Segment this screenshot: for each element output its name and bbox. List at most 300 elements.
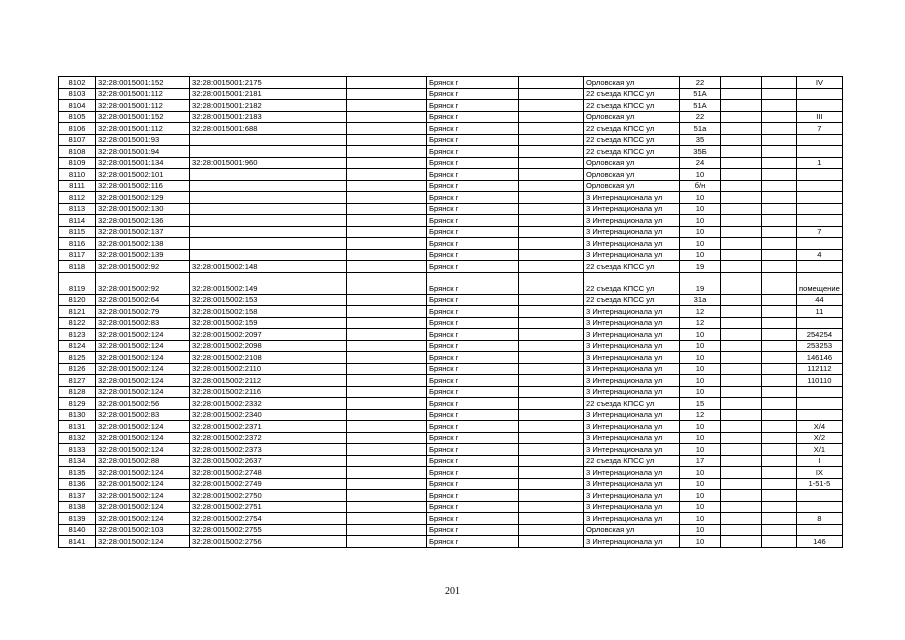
structure-cell	[762, 490, 797, 502]
cadastral-block-cell: 32:28:0015001:152	[96, 111, 190, 123]
row-number-cell: 8110	[59, 169, 96, 181]
region-cell	[347, 134, 427, 146]
house-cell: 10	[680, 432, 721, 444]
cadastral-number-cell: 32:28:0015002:2340	[190, 409, 347, 421]
cadastral-block-cell: 32:28:0015002:136	[96, 215, 190, 227]
settlement-cell	[519, 375, 584, 387]
table-row	[59, 513, 843, 525]
region-cell	[347, 317, 427, 329]
street-cell: 3 Интернационала ул	[584, 203, 680, 215]
row-number-cell: 8124	[59, 340, 96, 352]
street-cell: 22 съезда КПСС ул	[584, 272, 680, 294]
region-cell	[347, 272, 427, 294]
row-number-cell: 8126	[59, 363, 96, 375]
region-cell	[347, 215, 427, 227]
city-cell: Брянск г	[427, 398, 519, 410]
row-number-cell: 8105	[59, 111, 96, 123]
structure-cell	[762, 478, 797, 490]
structure-cell	[762, 238, 797, 250]
premises-cell	[797, 501, 843, 513]
cadastral-number-cell	[190, 203, 347, 215]
table-row	[59, 352, 843, 364]
premises-cell: 1	[797, 157, 843, 169]
row-number-cell: 8141	[59, 536, 96, 548]
table-row	[59, 272, 843, 294]
row-number-cell: 8108	[59, 146, 96, 158]
structure-cell	[762, 409, 797, 421]
structure-cell	[762, 432, 797, 444]
structure-cell	[762, 111, 797, 123]
settlement-cell	[519, 123, 584, 135]
building-cell	[721, 317, 762, 329]
building-cell	[721, 134, 762, 146]
building-cell	[721, 363, 762, 375]
region-cell	[347, 409, 427, 421]
structure-cell	[762, 340, 797, 352]
table-row	[59, 169, 843, 181]
building-cell	[721, 169, 762, 181]
house-cell: 10	[680, 536, 721, 548]
building-cell	[721, 490, 762, 502]
cadastral-number-cell	[190, 215, 347, 227]
city-cell: Брянск г	[427, 157, 519, 169]
cadastral-number-cell	[190, 192, 347, 204]
settlement-cell	[519, 180, 584, 192]
row-number-cell: 8131	[59, 421, 96, 433]
row-number-cell: 8139	[59, 513, 96, 525]
street-cell: 22 съезда КПСС ул	[584, 455, 680, 467]
street-cell: Орловская ул	[584, 77, 680, 89]
street-cell: 3 Интернационала ул	[584, 340, 680, 352]
region-cell	[347, 249, 427, 261]
cadastral-number-cell: 32:28:0015001:2182	[190, 100, 347, 112]
table-row	[59, 386, 843, 398]
building-cell	[721, 215, 762, 227]
building-cell	[721, 352, 762, 364]
structure-cell	[762, 261, 797, 273]
building-cell	[721, 111, 762, 123]
city-cell: Брянск г	[427, 375, 519, 387]
cadastral-number-cell: 32:28:0015002:2637	[190, 455, 347, 467]
premises-cell: X/2	[797, 432, 843, 444]
row-number-cell: 8120	[59, 294, 96, 306]
building-cell	[721, 467, 762, 479]
settlement-cell	[519, 455, 584, 467]
cadastral-block-cell: 32:28:0015002:138	[96, 238, 190, 250]
premises-cell: 7	[797, 226, 843, 238]
street-cell: 22 съезда КПСС ул	[584, 123, 680, 135]
street-cell: 22 съезда КПСС ул	[584, 88, 680, 100]
structure-cell	[762, 249, 797, 261]
cadastral-block-cell: 32:28:0015001:94	[96, 146, 190, 158]
house-cell: 24	[680, 157, 721, 169]
settlement-cell	[519, 340, 584, 352]
premises-cell: 1-51-5	[797, 478, 843, 490]
table-row	[59, 77, 843, 89]
street-cell: 3 Интернационала ул	[584, 363, 680, 375]
region-cell	[347, 444, 427, 456]
cadastral-number-cell: 32:28:0015001:2183	[190, 111, 347, 123]
row-number-cell: 8117	[59, 249, 96, 261]
house-cell: 10	[680, 226, 721, 238]
house-cell: 10	[680, 169, 721, 181]
settlement-cell	[519, 306, 584, 318]
premises-cell	[797, 386, 843, 398]
premises-cell: IX	[797, 467, 843, 479]
building-cell	[721, 306, 762, 318]
cadastral-block-cell: 32:28:0015002:124	[96, 536, 190, 548]
cadastral-block-cell: 32:28:0015002:124	[96, 363, 190, 375]
house-cell: 35Б	[680, 146, 721, 158]
street-cell: Орловская ул	[584, 524, 680, 536]
house-cell: 10	[680, 513, 721, 525]
city-cell: Брянск г	[427, 180, 519, 192]
region-cell	[347, 524, 427, 536]
street-cell: 22 съезда КПСС ул	[584, 261, 680, 273]
cadastral-block-cell: 32:28:0015001:112	[96, 88, 190, 100]
premises-cell: 110110	[797, 375, 843, 387]
house-cell: 12	[680, 317, 721, 329]
cadastral-block-cell: 32:28:0015002:124	[96, 386, 190, 398]
premises-cell	[797, 215, 843, 227]
cadastral-block-cell: 32:28:0015002:124	[96, 467, 190, 479]
city-cell: Брянск г	[427, 88, 519, 100]
building-cell	[721, 272, 762, 294]
table-row	[59, 398, 843, 410]
premises-cell: X/4	[797, 421, 843, 433]
cadastral-block-cell: 32:28:0015002:124	[96, 478, 190, 490]
premises-cell: 7	[797, 123, 843, 135]
settlement-cell	[519, 146, 584, 158]
row-number-cell: 8132	[59, 432, 96, 444]
city-cell: Брянск г	[427, 215, 519, 227]
cadastral-number-cell: 32:28:0015002:2097	[190, 329, 347, 341]
city-cell: Брянск г	[427, 123, 519, 135]
street-cell: 3 Интернационала ул	[584, 249, 680, 261]
region-cell	[347, 467, 427, 479]
premises-cell: III	[797, 111, 843, 123]
table-row	[59, 444, 843, 456]
settlement-cell	[519, 501, 584, 513]
city-cell: Брянск г	[427, 272, 519, 294]
structure-cell	[762, 157, 797, 169]
table-row	[59, 432, 843, 444]
table-row	[59, 100, 843, 112]
street-cell: 3 Интернационала ул	[584, 238, 680, 250]
house-cell: 10	[680, 421, 721, 433]
table-row	[59, 455, 843, 467]
building-cell	[721, 478, 762, 490]
registry-table	[58, 76, 843, 548]
structure-cell	[762, 306, 797, 318]
house-cell: 10	[680, 329, 721, 341]
city-cell: Брянск г	[427, 478, 519, 490]
structure-cell	[762, 536, 797, 548]
cadastral-number-cell: 32:28:0015002:2756	[190, 536, 347, 548]
house-cell: 51а	[680, 123, 721, 135]
house-cell: 10	[680, 478, 721, 490]
cadastral-block-cell: 32:28:0015002:56	[96, 398, 190, 410]
row-number-cell: 8138	[59, 501, 96, 513]
cadastral-number-cell: 32:28:0015002:2110	[190, 363, 347, 375]
city-cell: Брянск г	[427, 329, 519, 341]
settlement-cell	[519, 467, 584, 479]
structure-cell	[762, 421, 797, 433]
table-row	[59, 294, 843, 306]
city-cell: Брянск г	[427, 421, 519, 433]
structure-cell	[762, 386, 797, 398]
house-cell: 10	[680, 249, 721, 261]
city-cell: Брянск г	[427, 432, 519, 444]
region-cell	[347, 226, 427, 238]
house-cell: 22	[680, 111, 721, 123]
region-cell	[347, 375, 427, 387]
table-row	[59, 249, 843, 261]
cadastral-number-cell: 32:28:0015002:2112	[190, 375, 347, 387]
premises-cell: 4	[797, 249, 843, 261]
row-number-cell: 8122	[59, 317, 96, 329]
building-cell	[721, 513, 762, 525]
settlement-cell	[519, 432, 584, 444]
settlement-cell	[519, 203, 584, 215]
city-cell: Брянск г	[427, 306, 519, 318]
table-row	[59, 501, 843, 513]
premises-cell	[797, 88, 843, 100]
premises-cell: 146146	[797, 352, 843, 364]
house-cell: 10	[680, 524, 721, 536]
region-cell	[347, 536, 427, 548]
row-number-cell: 8140	[59, 524, 96, 536]
street-cell: 3 Интернационала ул	[584, 306, 680, 318]
city-cell: Брянск г	[427, 238, 519, 250]
structure-cell	[762, 226, 797, 238]
city-cell: Брянск г	[427, 294, 519, 306]
settlement-cell	[519, 192, 584, 204]
region-cell	[347, 340, 427, 352]
settlement-cell	[519, 77, 584, 89]
street-cell: Орловская ул	[584, 169, 680, 181]
building-cell	[721, 192, 762, 204]
row-number-cell: 8128	[59, 386, 96, 398]
cadastral-block-cell: 32:28:0015002:92	[96, 261, 190, 273]
cadastral-number-cell: 32:28:0015002:2371	[190, 421, 347, 433]
row-number-cell: 8119	[59, 272, 96, 294]
building-cell	[721, 455, 762, 467]
city-cell: Брянск г	[427, 203, 519, 215]
cadastral-number-cell: 32:28:0015002:2749	[190, 478, 347, 490]
cadastral-number-cell: 32:28:0015002:2748	[190, 467, 347, 479]
building-cell	[721, 501, 762, 513]
building-cell	[721, 409, 762, 421]
cadastral-number-cell: 32:28:0015002:2116	[190, 386, 347, 398]
city-cell: Брянск г	[427, 340, 519, 352]
cadastral-block-cell: 32:28:0015002:92	[96, 272, 190, 294]
cadastral-block-cell: 32:28:0015002:124	[96, 444, 190, 456]
building-cell	[721, 294, 762, 306]
building-cell	[721, 146, 762, 158]
settlement-cell	[519, 386, 584, 398]
building-cell	[721, 123, 762, 135]
settlement-cell	[519, 134, 584, 146]
row-number-cell: 8104	[59, 100, 96, 112]
house-cell: б/н	[680, 180, 721, 192]
settlement-cell	[519, 398, 584, 410]
cadastral-block-cell: 32:28:0015002:88	[96, 455, 190, 467]
table-row	[59, 317, 843, 329]
cadastral-block-cell: 32:28:0015001:112	[96, 100, 190, 112]
structure-cell	[762, 88, 797, 100]
premises-cell	[797, 238, 843, 250]
cadastral-number-cell: 32:28:0015002:2108	[190, 352, 347, 364]
city-cell: Брянск г	[427, 409, 519, 421]
house-cell: 12	[680, 306, 721, 318]
cadastral-block-cell: 32:28:0015002:116	[96, 180, 190, 192]
structure-cell	[762, 192, 797, 204]
house-cell: 10	[680, 192, 721, 204]
structure-cell	[762, 215, 797, 227]
building-cell	[721, 329, 762, 341]
region-cell	[347, 88, 427, 100]
house-cell: 17	[680, 455, 721, 467]
cadastral-block-cell: 32:28:0015002:124	[96, 421, 190, 433]
row-number-cell: 8111	[59, 180, 96, 192]
street-cell: 3 Интернационала ул	[584, 375, 680, 387]
cadastral-number-cell: 32:28:0015002:148	[190, 261, 347, 273]
street-cell: 3 Интернационала ул	[584, 432, 680, 444]
house-cell: 10	[680, 238, 721, 250]
cadastral-number-cell: 32:28:0015002:158	[190, 306, 347, 318]
street-cell: 3 Интернационала ул	[584, 501, 680, 513]
cadastral-number-cell: 32:28:0015002:2751	[190, 501, 347, 513]
street-cell: 22 съезда КПСС ул	[584, 294, 680, 306]
city-cell: Брянск г	[427, 501, 519, 513]
table-row	[59, 134, 843, 146]
city-cell: Брянск г	[427, 536, 519, 548]
structure-cell	[762, 100, 797, 112]
street-cell: 3 Интернационала ул	[584, 386, 680, 398]
region-cell	[347, 294, 427, 306]
city-cell: Брянск г	[427, 261, 519, 273]
settlement-cell	[519, 363, 584, 375]
settlement-cell	[519, 111, 584, 123]
house-cell: 19	[680, 272, 721, 294]
region-cell	[347, 432, 427, 444]
region-cell	[347, 77, 427, 89]
cadastral-block-cell: 32:28:0015002:129	[96, 192, 190, 204]
settlement-cell	[519, 169, 584, 181]
premises-cell	[797, 203, 843, 215]
house-cell: 10	[680, 363, 721, 375]
premises-cell: помещение	[797, 272, 843, 294]
region-cell	[347, 501, 427, 513]
region-cell	[347, 238, 427, 250]
cadastral-number-cell: 32:28:0015002:153	[190, 294, 347, 306]
house-cell: 10	[680, 203, 721, 215]
table-row	[59, 146, 843, 158]
city-cell: Брянск г	[427, 467, 519, 479]
street-cell: Орловская ул	[584, 180, 680, 192]
building-cell	[721, 249, 762, 261]
cadastral-number-cell: 32:28:0015002:2755	[190, 524, 347, 536]
row-number-cell: 8137	[59, 490, 96, 502]
table-row	[59, 261, 843, 273]
row-number-cell: 8121	[59, 306, 96, 318]
building-cell	[721, 88, 762, 100]
region-cell	[347, 490, 427, 502]
structure-cell	[762, 272, 797, 294]
city-cell: Брянск г	[427, 513, 519, 525]
cadastral-block-cell: 32:28:0015002:124	[96, 352, 190, 364]
row-number-cell: 8118	[59, 261, 96, 273]
house-cell: 51А	[680, 100, 721, 112]
street-cell: 22 съезда КПСС ул	[584, 134, 680, 146]
premises-cell: 44	[797, 294, 843, 306]
cadastral-block-cell: 32:28:0015002:79	[96, 306, 190, 318]
house-cell: 10	[680, 444, 721, 456]
row-number-cell: 8127	[59, 375, 96, 387]
row-number-cell: 8135	[59, 467, 96, 479]
row-number-cell: 8102	[59, 77, 96, 89]
cadastral-block-cell: 32:28:0015002:139	[96, 249, 190, 261]
settlement-cell	[519, 478, 584, 490]
street-cell: 22 съезда КПСС ул	[584, 398, 680, 410]
cadastral-number-cell: 32:28:0015002:159	[190, 317, 347, 329]
street-cell: 22 съезда КПСС ул	[584, 100, 680, 112]
row-number-cell: 8136	[59, 478, 96, 490]
building-cell	[721, 77, 762, 89]
building-cell	[721, 180, 762, 192]
street-cell: 3 Интернационала ул	[584, 513, 680, 525]
row-number-cell: 8107	[59, 134, 96, 146]
region-cell	[347, 513, 427, 525]
building-cell	[721, 536, 762, 548]
table-row	[59, 363, 843, 375]
cadastral-block-cell: 32:28:0015001:134	[96, 157, 190, 169]
building-cell	[721, 386, 762, 398]
house-cell: 10	[680, 340, 721, 352]
house-cell: 51А	[680, 88, 721, 100]
region-cell	[347, 261, 427, 273]
region-cell	[347, 421, 427, 433]
building-cell	[721, 398, 762, 410]
table-row	[59, 409, 843, 421]
house-cell: 10	[680, 467, 721, 479]
table-row	[59, 421, 843, 433]
row-number-cell: 8112	[59, 192, 96, 204]
building-cell	[721, 261, 762, 273]
structure-cell	[762, 203, 797, 215]
city-cell: Брянск г	[427, 100, 519, 112]
building-cell	[721, 100, 762, 112]
page-number: 201	[445, 586, 460, 597]
cadastral-number-cell: 32:28:0015001:2175	[190, 77, 347, 89]
house-cell: 10	[680, 215, 721, 227]
cadastral-block-cell: 32:28:0015002:83	[96, 409, 190, 421]
structure-cell	[762, 352, 797, 364]
city-cell: Брянск г	[427, 226, 519, 238]
region-cell	[347, 455, 427, 467]
cadastral-block-cell: 32:28:0015002:124	[96, 513, 190, 525]
settlement-cell	[519, 513, 584, 525]
cadastral-number-cell	[190, 146, 347, 158]
street-cell: 3 Интернационала ул	[584, 467, 680, 479]
street-cell: 3 Интернационала ул	[584, 329, 680, 341]
table-row	[59, 238, 843, 250]
row-number-cell: 8125	[59, 352, 96, 364]
structure-cell	[762, 134, 797, 146]
cadastral-number-cell: 32:28:0015002:2373	[190, 444, 347, 456]
settlement-cell	[519, 444, 584, 456]
